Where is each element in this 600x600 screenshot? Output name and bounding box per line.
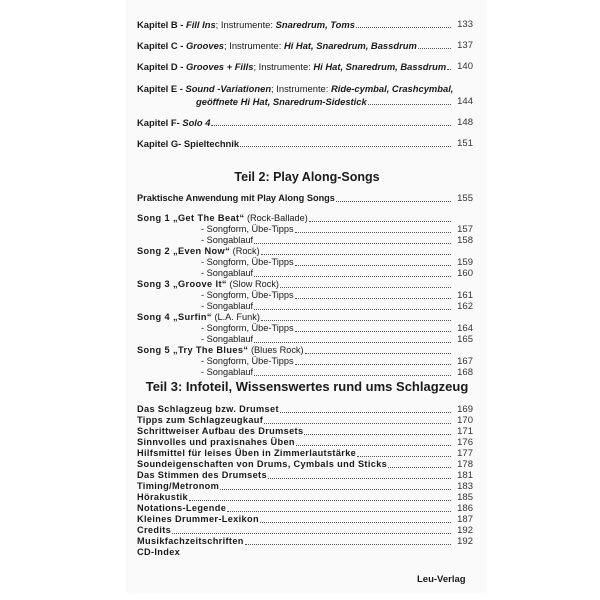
sub-entry-label: - Songform, Übe-Tipps (201, 323, 294, 333)
page-number: 162 (457, 301, 473, 312)
toc-song-2 (137, 246, 473, 257)
toc-song-4-songform (137, 323, 473, 334)
entry-instruments-cont: geöffnete Hi Hat, Snaredrum-Sidestick (196, 96, 367, 107)
page-number: 158 (457, 235, 473, 246)
entry-title: Sound -Variationen (185, 83, 272, 94)
entry-label: Sinnvolles und praxisnahes Üben (137, 437, 295, 447)
toc-song-5-songform (137, 356, 473, 367)
page-number: 170 (457, 415, 473, 426)
page-number: 171 (457, 426, 473, 437)
toc-song-5-ablauf (137, 367, 473, 378)
publisher-name: Leu-Verlag (417, 574, 466, 585)
leader-dots (261, 253, 451, 255)
toc-song-3 (137, 279, 473, 290)
sub-entry-label: - Songablauf (201, 268, 254, 278)
page-number: 133 (457, 19, 473, 30)
sub-entry-label: - Songform, Übe-Tipps (201, 356, 294, 366)
leader-dots (418, 47, 451, 49)
page-number: 169 (457, 404, 473, 415)
song-title: Song 1 „Get The Beat“ (137, 213, 245, 223)
leader-dots (261, 319, 451, 321)
leader-dots (264, 422, 451, 424)
entry-title: Solo 4 (182, 117, 211, 128)
toc-entry-part3 (137, 492, 473, 503)
toc-entry-kapitel-e-line1 (137, 83, 473, 94)
leader-dots (227, 510, 451, 512)
entry-label: Kleines Drummer-Lexikon (137, 514, 259, 524)
leader-dots (280, 286, 451, 288)
page-number: 185 (457, 492, 473, 503)
page-number: 192 (457, 536, 473, 547)
song-title: Song 3 „Groove It“ (137, 279, 227, 289)
leader-dots (280, 411, 451, 413)
page-number: 165 (457, 334, 473, 345)
entry-instruments: Ride-cymbal, Crashcymbal, (330, 83, 454, 94)
toc-entry-part3 (137, 547, 473, 558)
toc-song-4-ablauf (137, 334, 473, 345)
toc-entry-part3 (137, 481, 473, 492)
song-style: (Blues Rock) (248, 345, 304, 355)
leader-dots (254, 242, 451, 244)
page-number: 181 (457, 470, 473, 481)
entry-instruments: Hi Hat, Snaredrum, Bassdrum (313, 61, 447, 72)
sub-entry-label: - Songablauf (201, 235, 254, 245)
song-title: Song 5 „Try The Blues“ (137, 345, 249, 355)
toc-song-4 (137, 312, 473, 323)
entry-label: CD-Index (137, 547, 181, 557)
leader-dots (295, 330, 451, 332)
page-number: 168 (457, 367, 473, 378)
entry-sep: ; Instrumente: (253, 61, 314, 72)
toc-song-3-ablauf (137, 301, 473, 312)
entry-instruments: Snaredrum, Toms (275, 19, 355, 30)
leader-dots (254, 374, 451, 376)
entry-label: Kapitel F- (137, 117, 183, 128)
song-title: Song 4 „Surfin“ (137, 312, 212, 322)
page-number: 157 (457, 224, 473, 235)
leader-dots (245, 543, 451, 545)
leader-dots (356, 26, 451, 28)
leader-dots (260, 521, 451, 523)
toc-song-1 (137, 213, 473, 224)
toc-song-2-songform (137, 257, 473, 268)
entry-label: Praktische Anwendung mit Play Along Songs (137, 193, 335, 203)
entry-label: Kapitel E - (137, 83, 186, 94)
leader-dots (388, 466, 451, 468)
page-number: 148 (457, 117, 473, 128)
page-number: 192 (457, 525, 473, 536)
entry-title: Grooves + Fills (185, 61, 254, 72)
sub-entry-label: - Songablauf (201, 301, 254, 311)
page-number: 164 (457, 323, 473, 334)
page-number: 186 (457, 503, 473, 514)
page-number: 151 (457, 138, 473, 149)
page-number: 167 (457, 356, 473, 367)
toc-entry-part3 (137, 536, 473, 547)
sub-entry-label: - Songablauf (201, 334, 254, 344)
entry-label: Musikfachzeitschriften (137, 536, 244, 546)
toc-entry-kapitel-e-line2 (137, 96, 473, 107)
leader-dots (309, 220, 451, 222)
page-number: 137 (457, 40, 473, 51)
entry-label: Kapitel B - (137, 19, 186, 30)
leader-dots (254, 275, 451, 277)
toc-entry-part3 (137, 470, 473, 481)
entry-sep: ; Instrumente: (215, 19, 276, 30)
toc-entry-kapitel-d (137, 61, 473, 72)
toc-song-5 (137, 345, 473, 356)
toc-song-2-ablauf (137, 268, 473, 279)
page-number: 176 (457, 437, 473, 448)
leader-dots (295, 363, 451, 365)
leader-dots (240, 145, 451, 147)
page-number: 187 (457, 514, 473, 525)
entry-instruments: Hi Hat, Snaredrum, Bassdrum (283, 40, 417, 51)
toc-entry-praktische-anwendung (137, 193, 473, 204)
toc-entry-part3 (137, 448, 473, 459)
sub-entry-label: - Songform, Übe-Tipps (201, 224, 294, 234)
toc-entry-part3 (137, 437, 473, 448)
section-heading-part3: Teil 3: Infoteil, Wissenswertes rund ums Schlagzeug (145, 379, 469, 394)
entry-title: Fill Ins (185, 19, 216, 30)
sub-entry-label: - Songform, Übe-Tipps (201, 290, 294, 300)
page-number: 177 (457, 448, 473, 459)
sub-entry-label: - Songablauf (201, 367, 254, 377)
leader-dots (357, 455, 451, 457)
toc-entry-kapitel-f (137, 117, 473, 128)
page-number: 140 (457, 61, 473, 72)
leader-dots (220, 488, 451, 490)
entry-label: Das Stimmen des Drumsets (137, 470, 267, 480)
entry-label: Timing/Metronom (137, 481, 220, 491)
entry-label: Kapitel C - (137, 40, 186, 51)
toc-entry-part3 (137, 415, 473, 426)
leader-dots (295, 297, 451, 299)
page-number: 178 (457, 459, 473, 470)
page-number: 144 (457, 96, 473, 107)
leader-dots (254, 308, 451, 310)
toc-song-1-ablauf (137, 235, 473, 246)
page-number: 155 (457, 193, 473, 204)
entry-sep: ; Instrumente: (224, 40, 284, 51)
toc-entry-kapitel-g (137, 138, 473, 149)
entry-label: Das Schlagzeug bzw. Drumset (137, 404, 279, 414)
entry-sep: ; Instrumente: (271, 83, 331, 94)
entry-label: Schrittweiser Aufbau des Drumsets (137, 426, 304, 436)
entry-label: Hörakustik (137, 492, 188, 502)
leader-dots (447, 68, 451, 70)
page-number: 160 (457, 268, 473, 279)
leader-dots (368, 103, 451, 105)
leader-dots (305, 352, 451, 354)
leader-dots (295, 231, 451, 233)
toc-entry-kapitel-c (137, 40, 473, 51)
toc-entry-part3 (137, 404, 473, 415)
leader-dots (296, 444, 451, 446)
leader-dots (336, 200, 451, 202)
toc-entry-part3 (137, 503, 473, 514)
toc-entry-kapitel-b (137, 19, 473, 30)
entry-title: Grooves (185, 40, 225, 51)
leader-dots (254, 341, 451, 343)
entry-label: Soundeigenschaften von Drums, Cymbals und Sticks (137, 459, 388, 469)
toc-entry-part3 (137, 459, 473, 470)
toc-entry-part3 (137, 514, 473, 525)
song-style: (L.A. Funk) (211, 312, 260, 322)
section-heading-part2: Teil 2: Play Along-Songs (234, 170, 380, 184)
song-style: (Rock) (230, 246, 260, 256)
song-style: (Rock-Ballade) (244, 213, 308, 223)
leader-dots (304, 433, 451, 435)
entry-label: Credits (137, 525, 172, 535)
entry-label: Hilfsmittel für leises Üben in Zimmerlautstärke (137, 448, 357, 458)
leader-dots (172, 532, 451, 534)
toc-entry-part3 (137, 426, 473, 437)
song-style: (Slow Rock) (226, 279, 279, 289)
entry-label: Kapitel D - (137, 61, 186, 72)
leader-dots (268, 477, 451, 479)
leader-dots (295, 264, 451, 266)
leader-dots (189, 499, 451, 501)
page-number: 159 (457, 257, 473, 268)
song-title: Song 2 „Even Now“ (137, 246, 231, 256)
page-number: 161 (457, 290, 473, 301)
leader-dots (211, 124, 451, 126)
entry-label: Kapitel G- Spieltechnik (137, 138, 240, 149)
entry-label: Notations-Legende (137, 503, 227, 513)
toc-song-1-songform (137, 224, 473, 235)
page-number: 183 (457, 481, 473, 492)
entry-label: Tipps zum Schlagzeugkauf (137, 415, 264, 425)
toc-song-3-songform (137, 290, 473, 301)
toc-entry-part3 (137, 525, 473, 536)
sub-entry-label: - Songform, Übe-Tipps (201, 257, 294, 267)
